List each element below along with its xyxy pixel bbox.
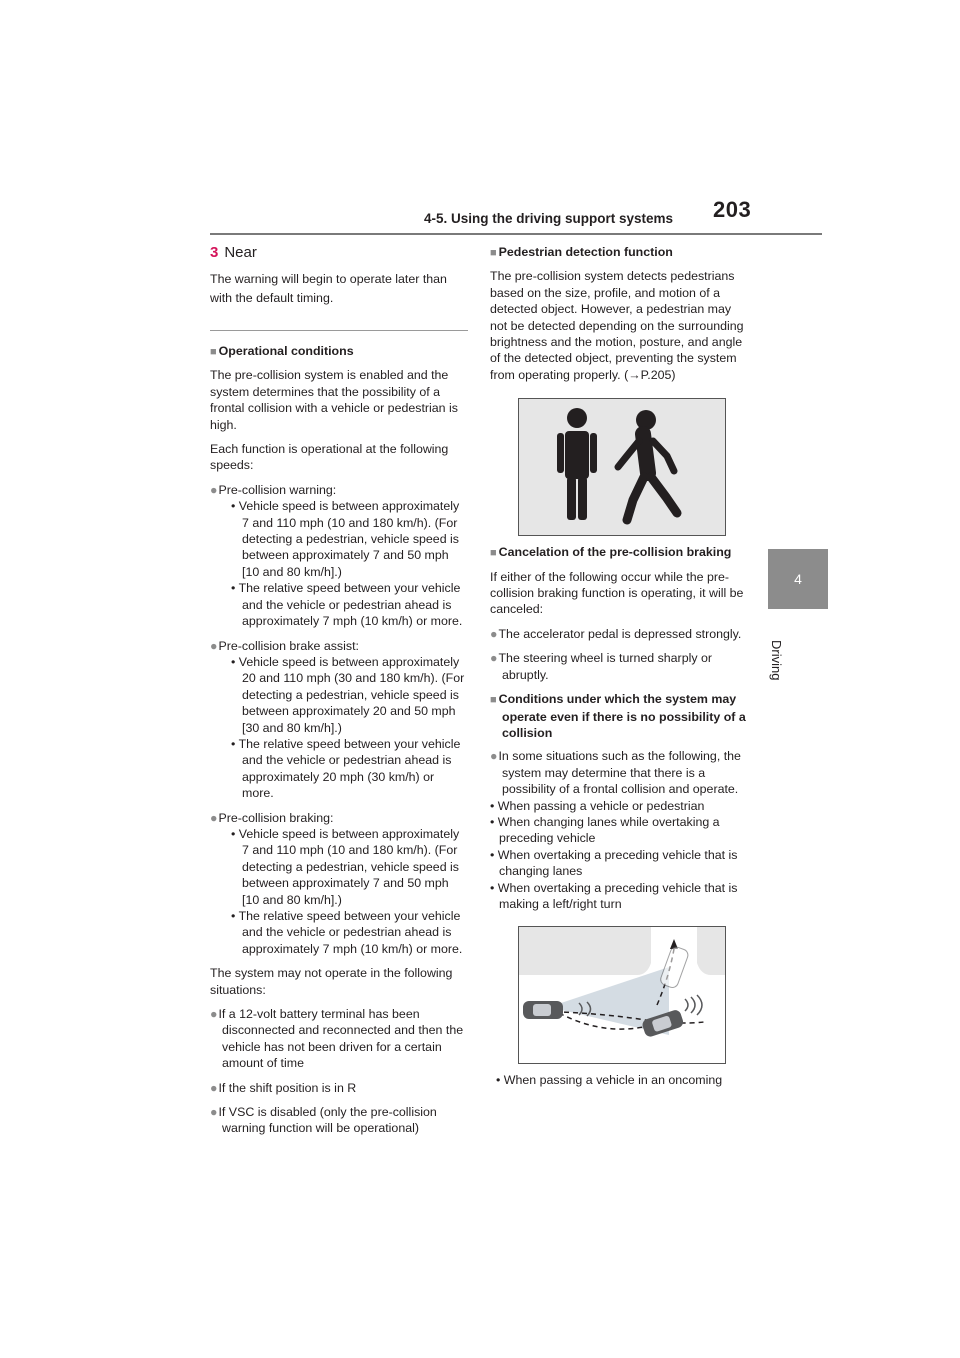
list-item: ●If a 12-volt battery terminal has been disconnected and reconnected and then the vehicle has not been driven for a certain amount of time xyxy=(210,1007,464,1071)
sub-list xyxy=(490,1072,748,1088)
overtaking-illustration xyxy=(518,926,726,1064)
list-item-brake-assist: ●Pre-collision brake assist: • Vehicle speed is between approximately 20 and 110 mph (30 and 180 km/h). (For detecting a pedestrian, vehicle speed is between approximately 20 and 50 mph [30 and 80 km/h].) • The relative speed between your vehicle and the vehicle or pedestrian ahead is approximately 20 mph (30 km/h) or more. xyxy=(210,638,468,802)
list-item: • When overtaking a preceding vehicle that is changing lanes xyxy=(490,847,738,879)
step-label: Near xyxy=(224,244,257,261)
section-divider xyxy=(210,330,468,331)
list-item: • When changing lanes while overtaking a preceding vehicle xyxy=(490,814,720,846)
not-operate-text: The system may not operate in the following situations: xyxy=(210,966,453,997)
sub-list xyxy=(490,798,748,913)
list-item: ●If the shift position is in R xyxy=(210,1080,357,1095)
list-item: • The relative speed between your vehicle and the vehicle or pedestrian ahead is approximately 7 mph (10 km/h) or more. xyxy=(231,581,463,629)
list-item: ●The accelerator pedal is depressed strongly. xyxy=(490,626,742,641)
conditions-heading: ■ Conditions under which the system may operate even if there is no possibility of a collision xyxy=(490,692,746,740)
step-text: The warning will begin to operate later than with the default timing. xyxy=(210,272,447,305)
circle-bullet-icon: ● xyxy=(490,626,498,641)
left-column xyxy=(210,244,468,1145)
list-item: • Vehicle speed is between approximately 20 and 110 mph (30 and 180 km/h). (For detecting a pedestrian, vehicle speed is between approximately 20 and 50 mph [30 and 80 km/h].) xyxy=(231,654,465,735)
page-number: 203 xyxy=(713,197,752,222)
list-item: • Vehicle speed is between approximately 7 and 110 mph (10 and 180 km/h). (For detecting a pedestrian, vehicle speed is between approximately 7 and 50 mph [10 and 80 km/h].) xyxy=(231,499,460,579)
circle-bullet-icon: ● xyxy=(210,1105,218,1120)
circle-bullet-icon: ● xyxy=(490,749,498,764)
step-number: 3 xyxy=(210,244,219,261)
cancelation-text: If either of the following occur while the pre-collision braking function is operating, it will be canceled: xyxy=(490,569,744,617)
square-bullet-icon: ■ xyxy=(490,547,497,560)
sub-list xyxy=(222,826,468,957)
list-item: ●If VSC is disabled (only the pre-collision warning function will be operational) xyxy=(210,1105,437,1136)
list-item-conditions: ●In some situations such as the following, the system may determine that there is a possibility of a frontal collision and operate. xyxy=(490,749,741,797)
header-divider xyxy=(210,233,822,235)
section-title: 4-5. Using the driving support systems xyxy=(424,211,674,226)
list-item: • When passing a vehicle in an oncoming xyxy=(496,1073,723,1088)
pedestrian-text: The pre-collision system detects pedestrians based on the size, profile, and motion of a detected object. However, a pedestrian may not be detected depending on the surrounding brightness and the motion, posture, and angle of the detected object, preventing the system from operating properly. (→P.205) xyxy=(490,269,744,382)
pedestrian-heading: ■ Pedestrian detection function xyxy=(490,245,673,259)
circle-bullet-icon: ● xyxy=(210,1080,218,1095)
right-column xyxy=(490,244,748,1089)
operational-text-2: Each function is operational at the following speeds: xyxy=(210,442,449,473)
circle-bullet-icon: ● xyxy=(210,638,218,653)
circle-bullet-icon: ● xyxy=(210,482,218,497)
list-item: • Vehicle speed is between approximately 7 and 110 mph (10 and 180 km/h). (For detecting a pedestrian, vehicle speed is between approximately 7 and 50 mph [10 and 80 km/h].) xyxy=(231,826,460,907)
circle-bullet-icon: ● xyxy=(210,1007,218,1022)
list-item: • When passing a vehicle or pedestrian xyxy=(490,798,705,813)
list-item: • When overtaking a preceding vehicle that is making a left/right turn xyxy=(490,880,738,911)
sub-list xyxy=(222,654,468,802)
step-heading xyxy=(210,244,468,262)
pedestrian-figures-icon xyxy=(519,399,725,535)
square-bullet-icon: ■ xyxy=(210,346,217,358)
cancelation-heading: ■ Cancelation of the pre-collision braking xyxy=(490,545,732,560)
list-item-warning: ●Pre-collision warning: • Vehicle speed is between approximately 7 and 110 mph (10 and 180 km/h). (For detecting a pedestrian, vehicle speed is between approximately 7 and 50 mph [10 and 80 km/h].) • The relative speed between your vehicle and the vehicle or pedestrian ahead is approximately 7 mph (10 km/h) or more. xyxy=(210,482,468,630)
operational-conditions-heading: ■ Operational conditions xyxy=(210,344,354,358)
list-item: • The relative speed between your vehicle and the vehicle or pedestrian ahead is approximately 20 mph (30 km/h) or more. xyxy=(231,736,461,801)
square-bullet-icon: ■ xyxy=(490,694,497,707)
chapter-tab: 4 xyxy=(768,549,828,609)
square-bullet-icon: ■ xyxy=(490,247,497,259)
sub-list xyxy=(222,498,468,629)
circle-bullet-icon: ● xyxy=(490,651,498,666)
list-item: • The relative speed between your vehicle and the vehicle or pedestrian ahead is approximately 7 mph (10 km/h) or more. xyxy=(231,909,463,956)
circle-bullet-icon: ● xyxy=(210,810,218,825)
overtaking-diagram-icon xyxy=(519,927,725,1063)
list-item: ●The steering wheel is turned sharply or abruptly. xyxy=(490,651,712,682)
list-item-braking: ●Pre-collision braking: • Vehicle speed is between approximately 7 and 110 mph (10 and 180 km/h). (For detecting a pedestrian, vehicle speed is between approximately 7 and 50 mph [10 and 80 km/h].) • The relative speed between your vehicle and the vehicle or pedestrian ahead is approximately 7 mph (10 km/h) or more. xyxy=(210,810,468,958)
chapter-label: Driving xyxy=(769,640,784,681)
pedestrian-illustration xyxy=(518,398,726,536)
operational-text-1: The pre-collision system is enabled and the system determines that the possibility of a frontal collision with a vehicle or pedestrian is high. xyxy=(210,368,458,432)
